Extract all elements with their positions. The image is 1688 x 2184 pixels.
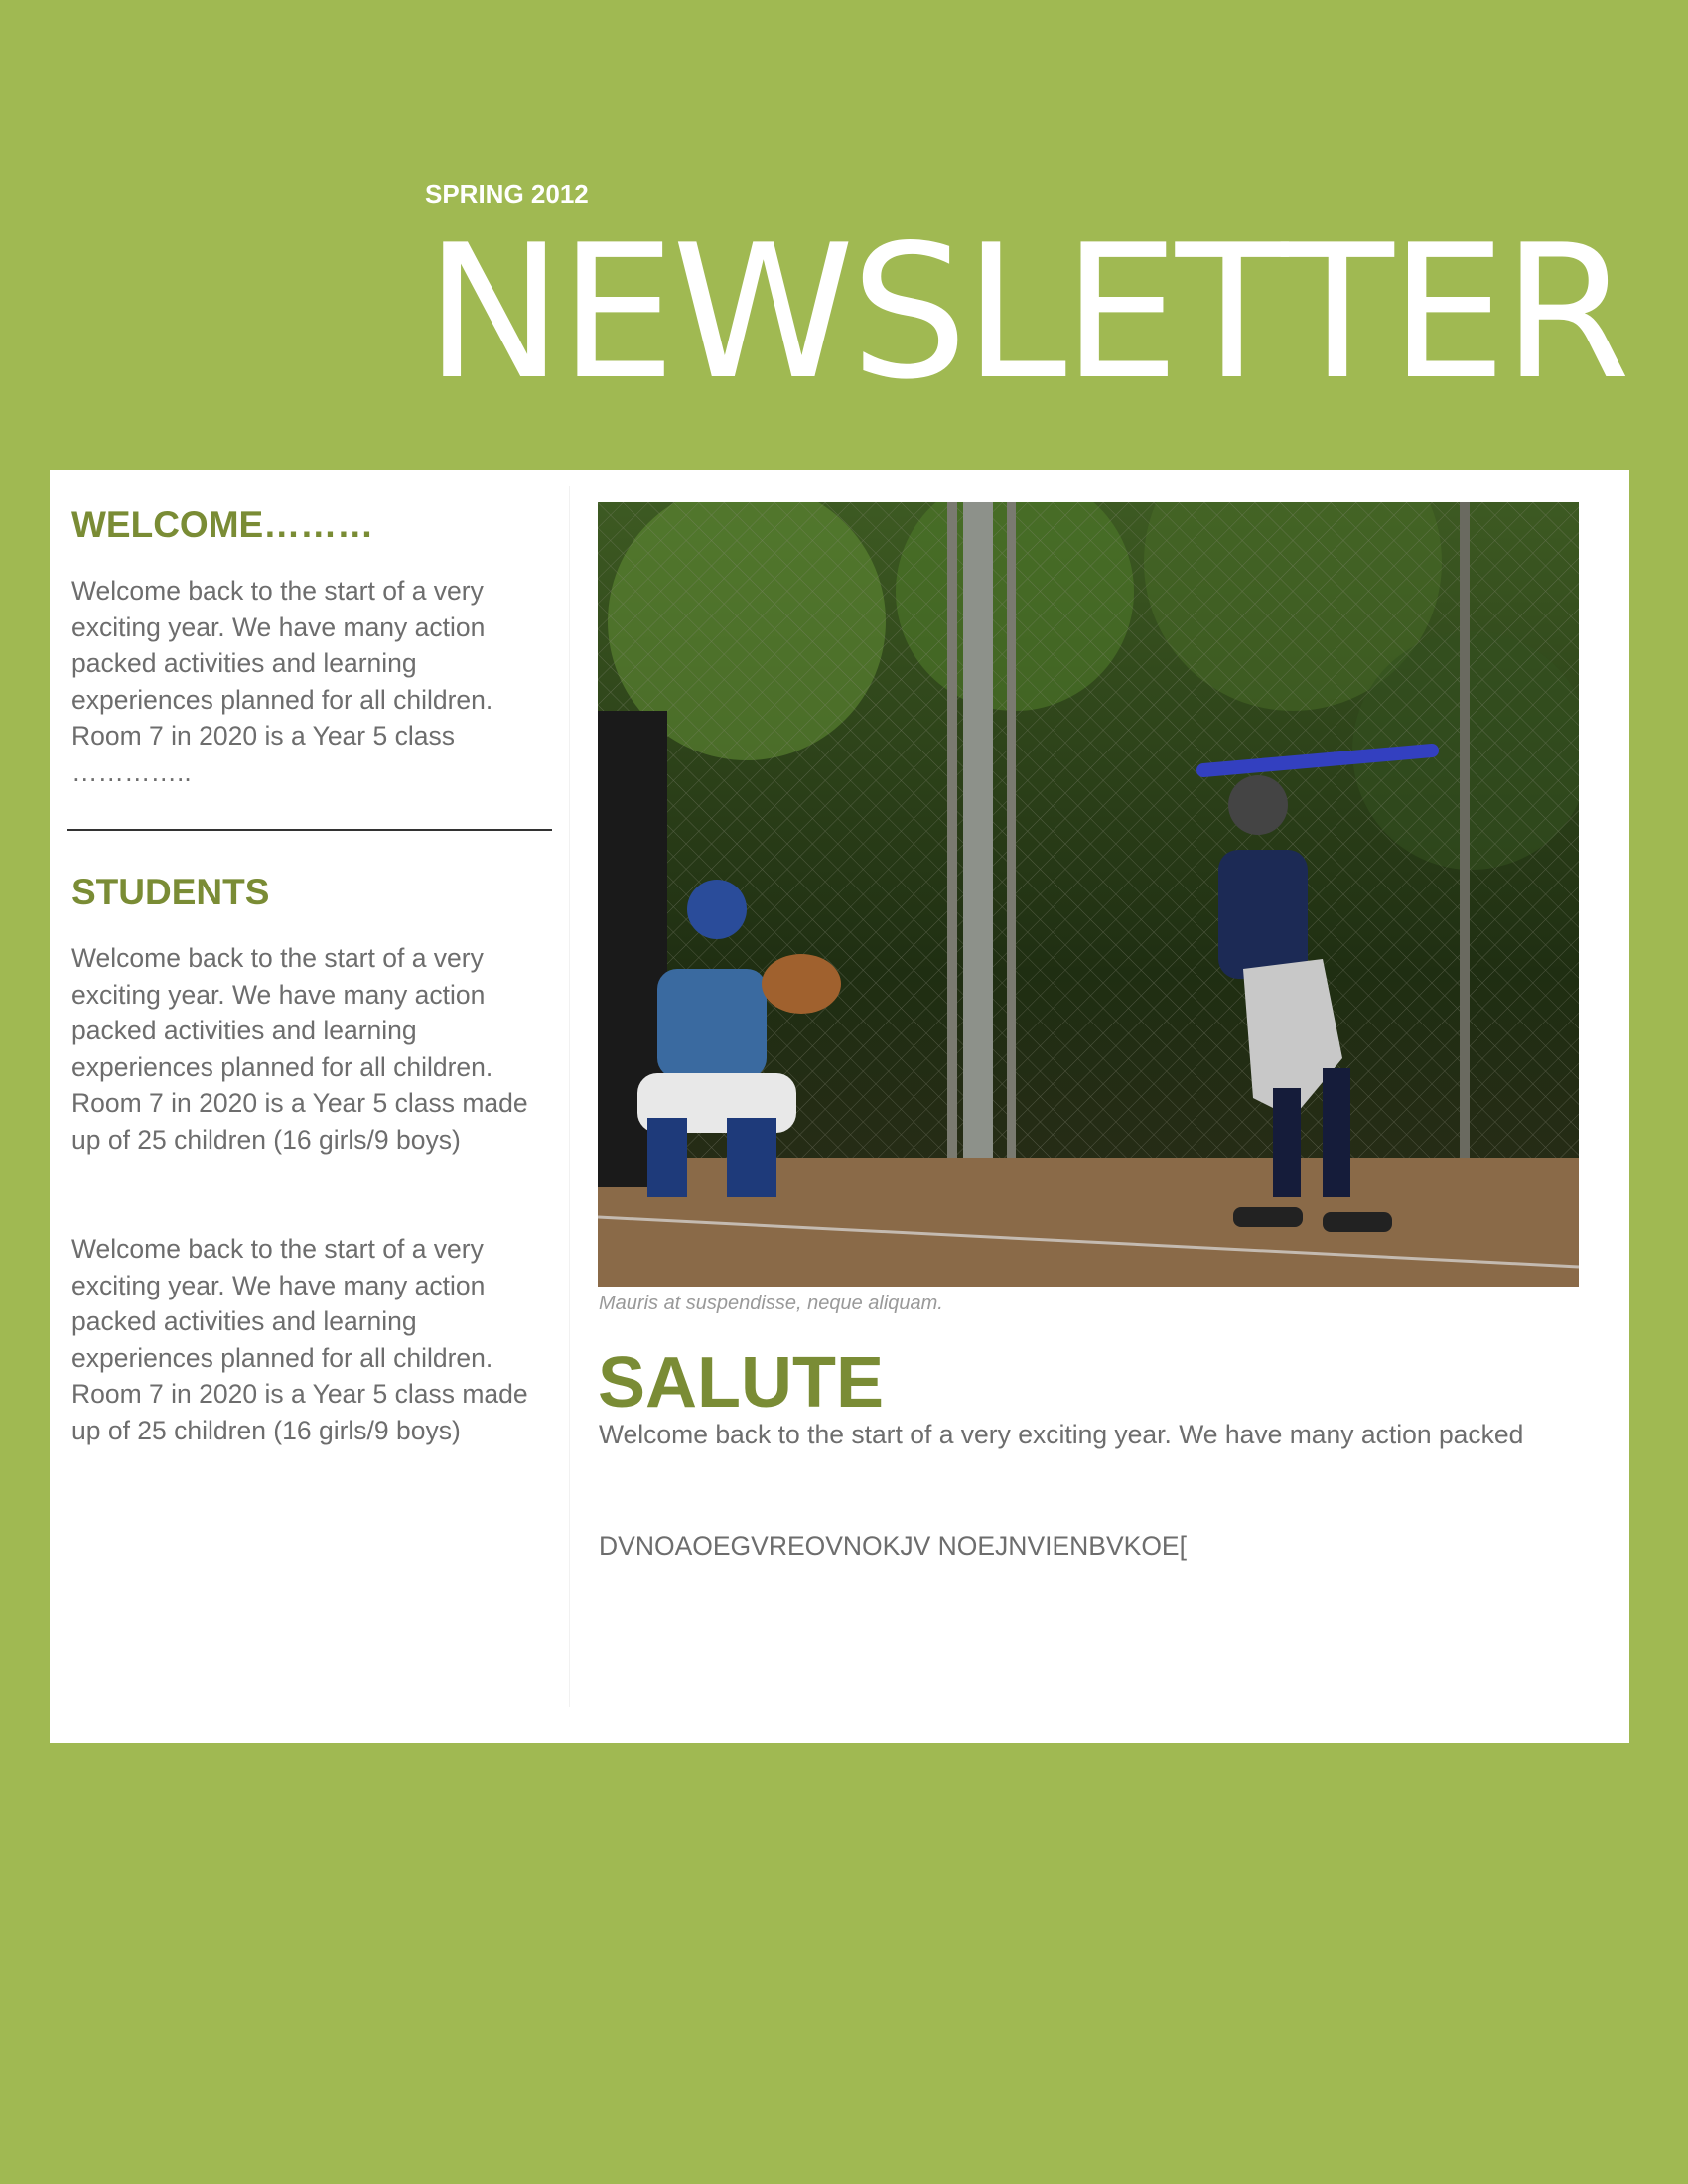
students-heading: STUDENTS xyxy=(71,872,270,912)
salute-text: Welcome back to the start of a very exciting year. We have many action packed xyxy=(599,1420,1524,1449)
extra-text: DVNOAOEGVREOVNOKJV NOEJNVIENBVKOE[ xyxy=(599,1531,1187,1561)
students-paragraph: Welcome back to the start of a very exciting year. We have many action packed activities and learning experiences planned for all children. Room 7 in 2020 is a Year 5 class made up of 25 children (16 girls/9 boys) xyxy=(71,943,528,1155)
students-paragraph: Welcome back to the start of a very exciting year. We have many action packed activities and learning experiences planned for all children. Room 7 in 2020 is a Year 5 class made up of 25 children (16 girls/9 boys) xyxy=(71,1234,528,1445)
baseball-photo-illustration xyxy=(598,502,1579,1287)
baseball-photo xyxy=(598,502,1579,1287)
season-label: SPRING 2012 xyxy=(425,179,589,208)
photo-caption: Mauris at suspendisse, neque aliquam. xyxy=(599,1293,943,1314)
column-divider xyxy=(569,486,570,1707)
welcome-heading: WELCOME……… xyxy=(71,504,374,545)
newsletter-title: NEWSLETTER xyxy=(425,205,1627,420)
welcome-text: Welcome back to the start of a very exciting year. We have many action packed activities and learning experiences planned for all children. Room 7 in 2020 is a Year 5 class ………….. xyxy=(71,576,493,787)
salute-heading: SALUTE xyxy=(598,1343,884,1423)
section-divider xyxy=(67,829,552,831)
